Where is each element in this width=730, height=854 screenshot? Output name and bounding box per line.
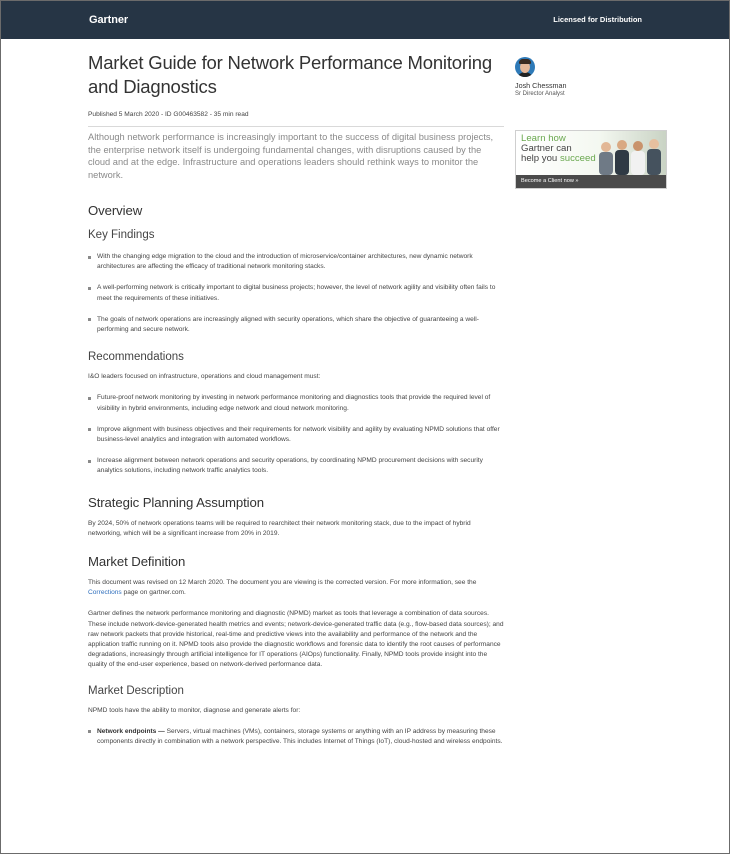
key-findings-list — [88, 252, 504, 335]
people-photo-icon — [594, 135, 666, 175]
divider — [88, 126, 504, 127]
promo-line-2: Gartner can — [521, 143, 572, 154]
recommendations-heading: Recommendations — [88, 351, 184, 364]
list-item: A well-performing network is critically important to digital business projects; however, the level of network agility and visibility often fails to meet the requirements of these initiatives. — [88, 283, 504, 303]
bullet-icon — [88, 460, 91, 463]
recommendations-list — [88, 393, 504, 476]
author-card[interactable] — [515, 57, 567, 97]
promo-line-3: help you succeed — [521, 153, 596, 164]
list-item: Network endpoints — Servers, virtual machines (VMs), containers, storage systems or anything with an IP address by measuring these components directly in combination with a network perspective. This includes Internet of Things (IoT), cloud-hosted and wireless endpoints. — [88, 727, 504, 747]
bullet-icon — [88, 318, 91, 321]
market-description-intro: NPMD tools have the ability to monitor, diagnose and generate alerts for: — [88, 706, 301, 714]
top-bar — [1, 1, 729, 39]
avatar — [515, 57, 535, 77]
promo-line-1: Learn how — [521, 133, 566, 144]
recommendations-intro: I&O leaders focused on infrastructure, operations and cloud management must: — [88, 373, 321, 381]
market-definition-heading: Market Definition — [88, 554, 186, 570]
bullet-icon — [88, 730, 91, 733]
page-title: Market Guide for Network Performance Monitoring and Diagnostics — [88, 52, 492, 97]
become-client-button[interactable]: Become a Client now » — [516, 175, 666, 188]
main-content — [88, 51, 504, 747]
list-item: Increase alignment between network operations and security operations, by coordinating NPMD procurement decisions with security analytics solutions, including network traffic analytics tools. — [88, 456, 504, 476]
list-item: The goals of network operations are increasingly aligned with security operations, which share the objective of guaranteeing a well-performing and secure network. — [88, 315, 504, 335]
publication-meta: Published 5 March 2020 - ID G00463582 - 35 min read — [88, 111, 249, 118]
revision-note: This document was revised on 12 March 2020. The document you are viewing is the corrected version. For more information, see the Corrections page on gartner.com. — [88, 579, 477, 597]
promo-banner[interactable] — [515, 130, 667, 189]
corrections-link[interactable]: Corrections — [88, 589, 122, 597]
strategic-planning-text: By 2024, 50% of network operations teams will be required to rearchitect their network monitoring stack, due to the impact of hybrid networking, which will be a significant increase from 20% in 2019. — [88, 519, 471, 537]
author-title: Sr Director Analyst — [515, 91, 565, 97]
key-findings-heading: Key Findings — [88, 229, 155, 241]
overview-heading: Overview — [88, 203, 143, 218]
strategic-planning-heading: Strategic Planning Assumption — [88, 494, 264, 510]
market-definition-text: Gartner defines the network performance monitoring and diagnostic (NPMD) market as tools that leverage a combination of data sources. These include network-device-generated health metrics and events; network-device-generated traffic data (e.g., flow-based data sources); and raw network packets that provide historical, real-time and predictive views into the availability and performance of the network and the application traffic running on it. NPMD tools also provide the diagnostic workflows and forensic data to identify the root causes of performance degradations, increasingly through artificial intelligence for IT operations (AIOps) functionality. Finally, NPMD tools provide insight into the quality of the end-user experience, based on network-derived performance data. — [88, 610, 504, 669]
bullet-icon — [88, 256, 91, 259]
list-item: Improve alignment with business objectives and their requirements for network visibility and agility by evaluating NPMD solutions that offer business-level analytics and integration with automated workflows. — [88, 425, 504, 445]
market-description-list — [88, 727, 504, 747]
list-item: With the changing edge migration to the cloud and the introduction of microservice/container architectures, new dynamic network architectures are affecting the efficacy of traditional network monitoring stacks. — [88, 252, 504, 272]
author-name[interactable]: Josh Chessman — [515, 81, 567, 90]
gartner-logo[interactable]: Gartner — [89, 14, 129, 26]
bullet-icon — [88, 428, 91, 431]
summary: Although network performance is increasingly important to the success of digital business projects, the enterprise network itself is undergoing fundamental changes, with disruptions caused by the cloud and at the edge. Infrastructure and operations leaders should rethink ways to monitor the network. — [88, 132, 494, 180]
bullet-icon — [88, 397, 91, 400]
license-label: Licensed for Distribution — [553, 15, 642, 24]
market-description-heading: Market Description — [88, 684, 184, 697]
bullet-icon — [88, 287, 91, 290]
list-item: Future-proof network monitoring by investing in network performance monitoring and diagnostics tools that provide the required level of visibility in hybrid environments, including edge network and cloud network monitoring. — [88, 393, 504, 413]
